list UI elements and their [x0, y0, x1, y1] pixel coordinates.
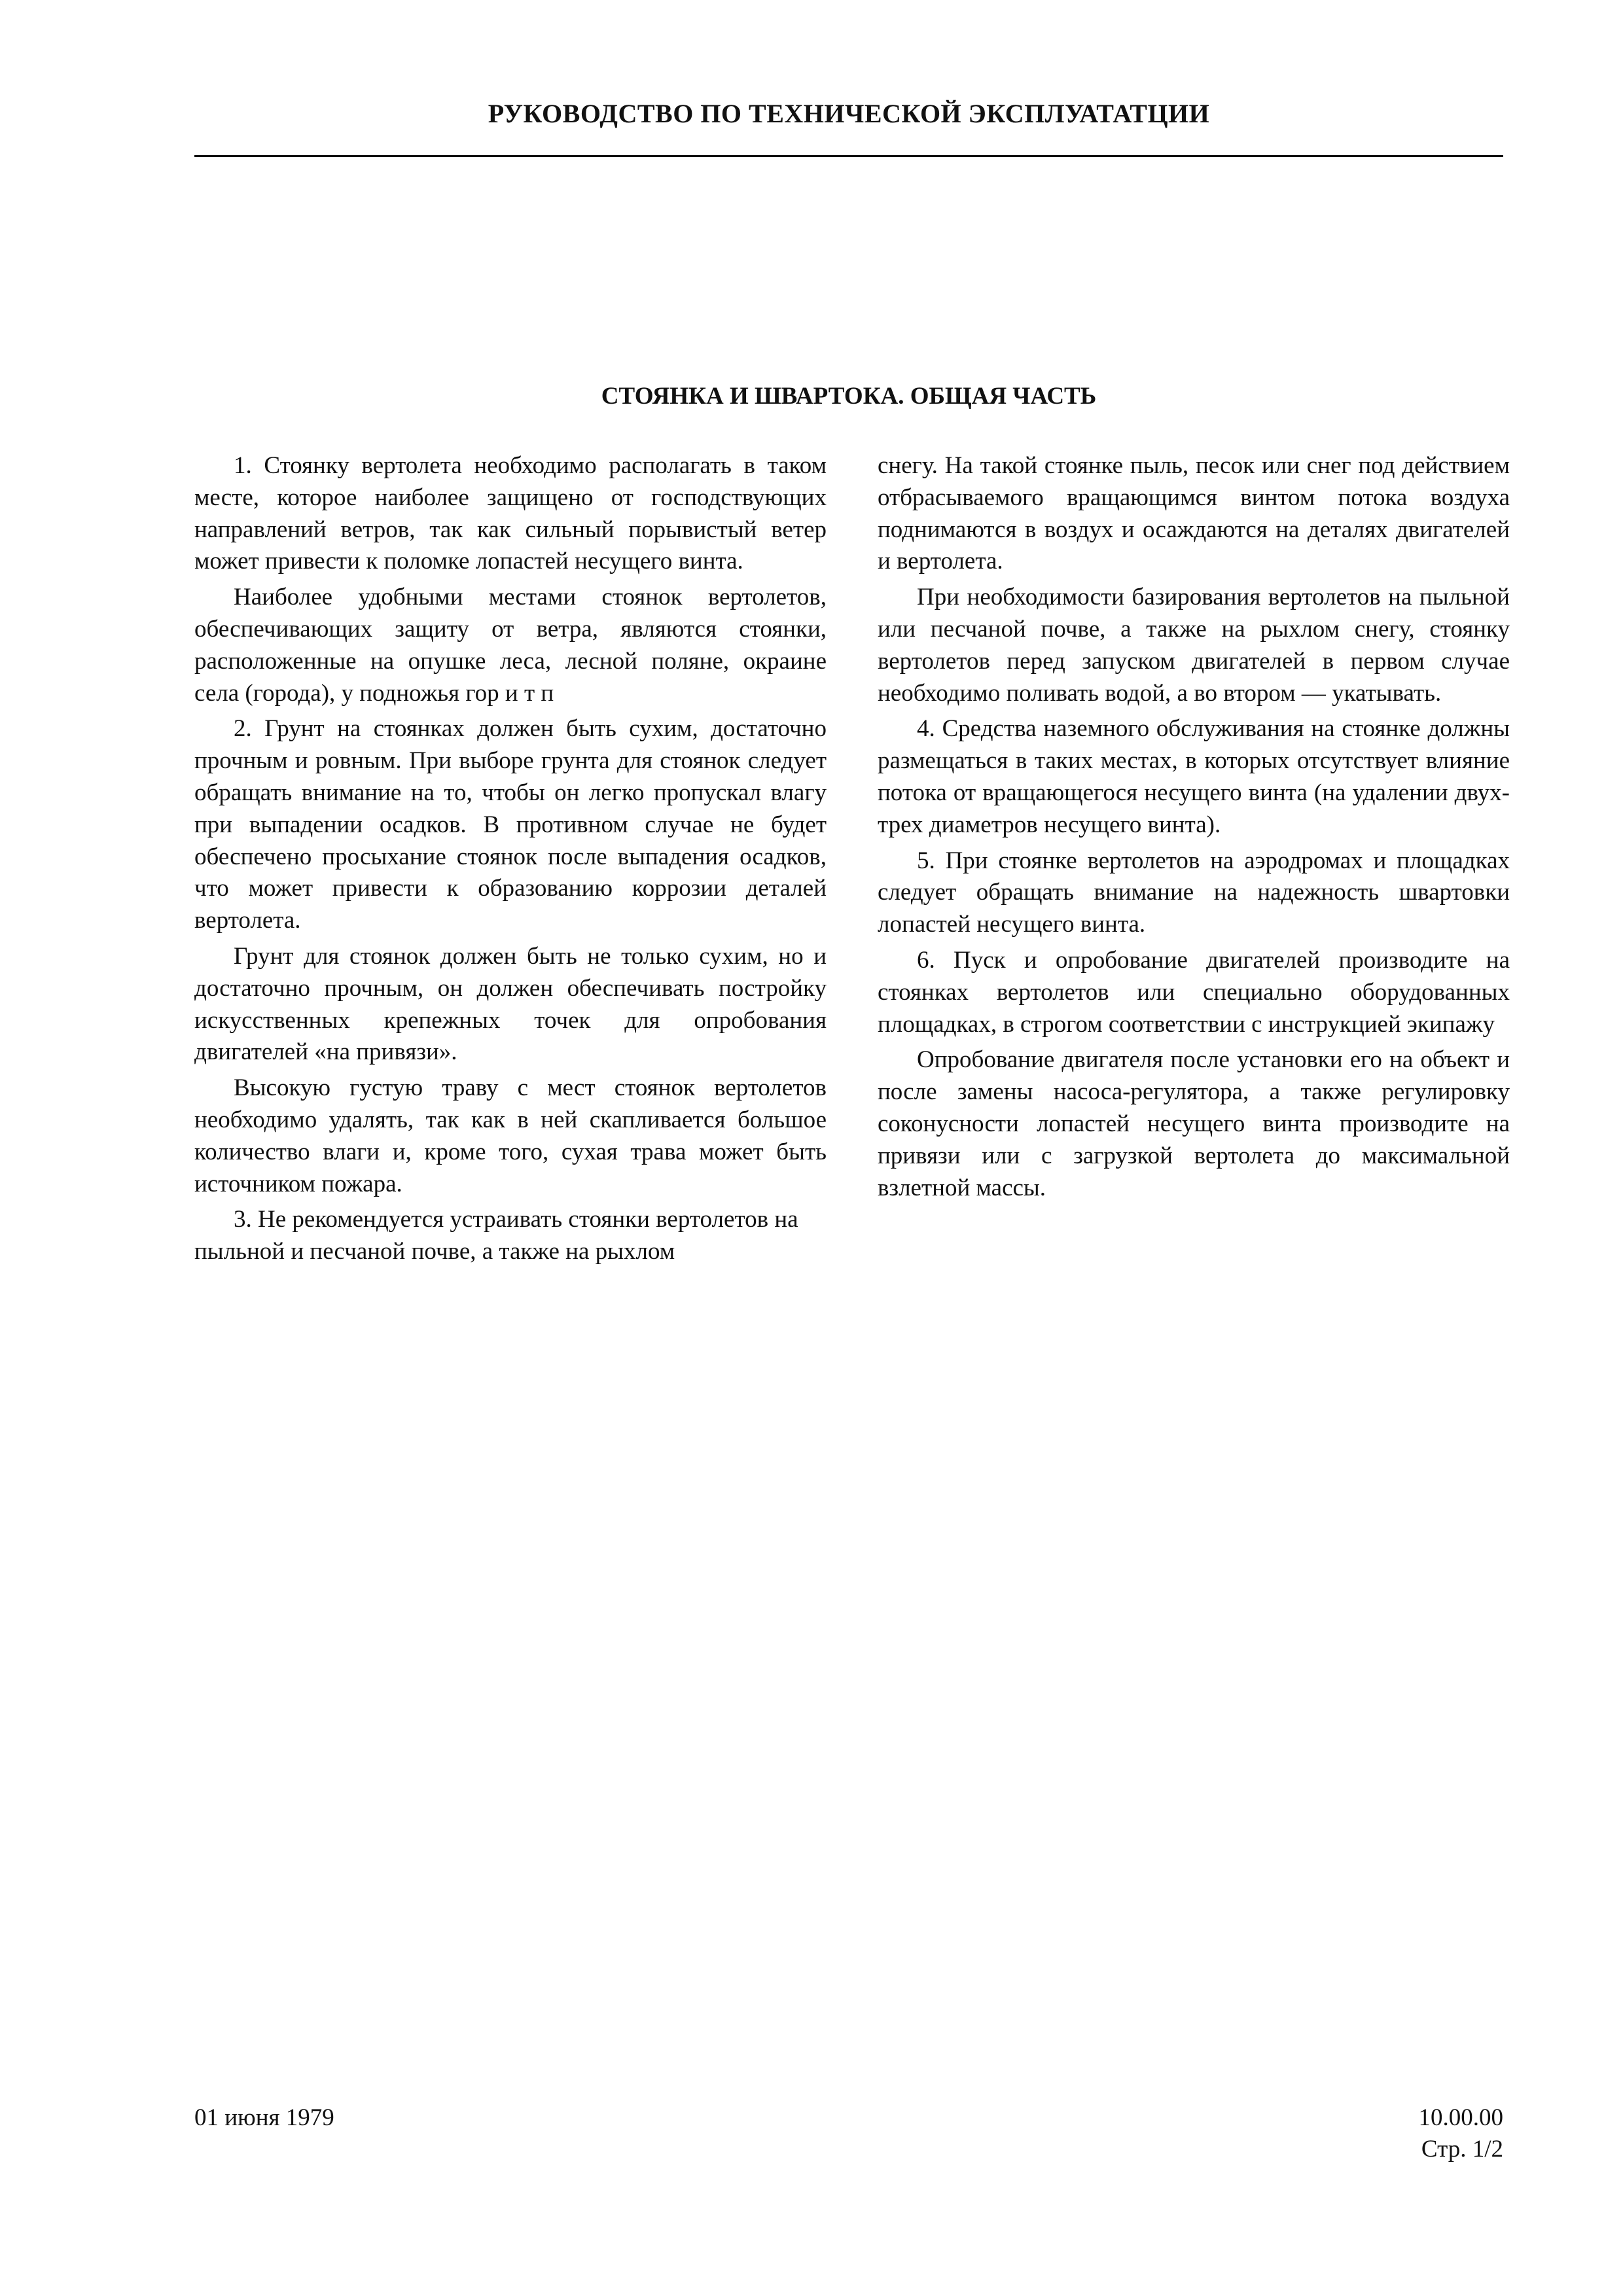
footer-doc-number: 10.00.00 — [1418, 2104, 1503, 2131]
header-divider — [194, 155, 1503, 157]
paragraph-ground-service-equipment: 4. Средства наземного обслуживания на стоянке должны размещаться в таких местах, в которых отсутствует влияние потока от вращающегося несущего винта (на удалении двух-трех диаметров несущего винта). — [878, 715, 1510, 838]
paragraph-parking-location: 1. Стоянку вертолета необходимо располагать в таком месте, которое наиболее защищено от господствующих направлений ветров, так как сильный порывистый ветер может привести к поломке лопастей несущего винта. — [194, 452, 827, 575]
footer-page-info — [1419, 2102, 1504, 2165]
paragraph-engine-start: 6. Пуск и опробование двигателей производите на стоянках вертолетов или специально оборудованных площадках, в строгом соответствии с инструкцией экипажу — [878, 946, 1510, 1038]
footer-date: 01 июня 1979 — [194, 2104, 334, 2131]
paragraph-blade-mooring: 5. При стоянке вертолетов на аэродромах и площадках следует обращать внимание на надежность швартовки лопастей несущего винта. — [878, 847, 1510, 938]
paragraph-engine-testing: Опробование двигателя после установки его на объект и после замены насоса-регулятора, а также регулировку соконусности лопастей несущего винта производите на привязи или с загрузкой вертолета до максимальной взлетной массы. — [878, 1046, 1510, 1201]
paragraph-tall-grass: Высокую густую траву с мест стоянок вертолетов необходимо удалять, так как в ней скапливается большое количество влаги и, кроме того, сухая трава может быть источником пожара. — [194, 1074, 827, 1197]
paragraph-basing-necessity: При необходимости базирования вертолетов на пыльной или песчаной почве, а также на рыхлом снегу, стоянку вертолетов перед запуском двигателей в первом случае необходимо поливать водой, а во втором — укатывать. — [878, 584, 1510, 707]
right-text-column — [878, 450, 1510, 1204]
footer-page-number: Стр. 1/2 — [1421, 2136, 1503, 2163]
section-title: СТОЯНКА И ШВАРТОКА. ОБЩАЯ ЧАСТЬ — [601, 383, 1097, 410]
paragraph-convenient-places: Наиболее удобными местами стоянок вертолетов, обеспечивающих защиту от ветра, являются стоянки, расположенные на опушке леса, лесной поляне, окраине села (города), у подножья гор и т п — [194, 584, 827, 707]
paragraph-dusty-soil-continued: снегу. На такой стоянке пыль, песок или снег под действием отбрасываемого вращающимся винтом потока воздуха поднимаются в воздух и осаждаются на деталях двигателей и вертолета. — [878, 452, 1510, 575]
paragraph-ground-requirements: 2. Грунт на стоянках должен быть сухим, достаточно прочным и ровным. При выборе грунта для стоянок следует обращать внимание на то, чтобы он легко пропускал влагу при выпадении осадков. В противном случае не будет обеспечено просыхание стоянок после выпадения осадков, что может привести к образованию коррозии деталей вертолета. — [194, 715, 827, 934]
left-text-column — [194, 450, 827, 1268]
paragraph-dusty-soil: 3. Не рекомендуется устраивать стоянки вертолетов на пыльной и песчаной почве, а также на рыхлом — [194, 1206, 798, 1265]
paragraph-ground-strength: Грунт для стоянок должен быть не только сухим, но и достаточно прочным, он должен обеспечивать постройку искусственных крепежных точек для опробования двигателей «на привязи». — [194, 942, 827, 1066]
page-header-title: РУКОВОДСТВО ПО ТЕХНИЧЕСКОЙ ЭКСПЛУАТАТЦИИ — [488, 99, 1210, 128]
